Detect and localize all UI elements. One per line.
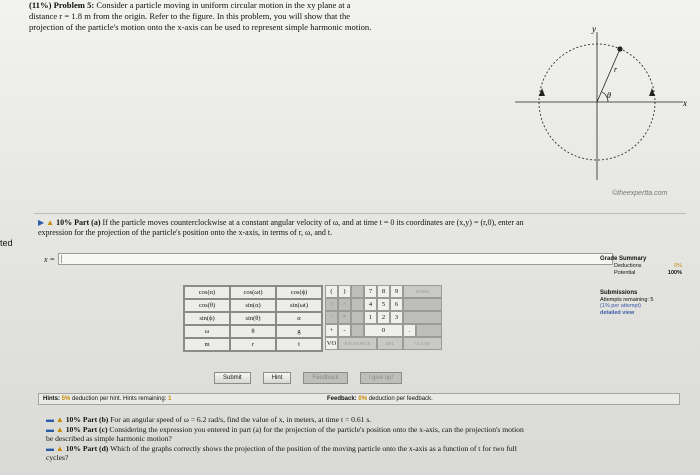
- feedback-info: [327, 394, 433, 405]
- problem-text-line1: Consider a particle moving in uniform circular motion in the xy plane at a: [96, 0, 351, 10]
- key-plus[interactable]: +: [325, 324, 338, 337]
- feedback-text: deduction per feedback.: [368, 396, 433, 402]
- key-9[interactable]: 9: [390, 285, 403, 298]
- per-attempt: (1% per attempt): [600, 303, 641, 309]
- key-blank: [351, 285, 364, 298]
- feedback-pct: 0%: [358, 396, 368, 402]
- hints-remaining: 1: [168, 396, 172, 402]
- feedback-button[interactable]: Feedback: [303, 372, 347, 384]
- part-d-text-line2: cycles?: [46, 453, 69, 463]
- deductions-value: 0%: [674, 263, 682, 269]
- action-buttons: [214, 372, 402, 384]
- number-keys: [325, 285, 442, 352]
- part-a-panel: [34, 213, 686, 475]
- grade-summary-title: Grade Summary: [600, 256, 647, 262]
- part-b-text: For an angular speed of ω = 6.2 rad/s, find the value of x, in meters, at time t = 0.61 s.: [110, 415, 372, 424]
- key-blank: [351, 311, 364, 324]
- problem-statement: [29, 0, 499, 33]
- deductions-label: Deductions: [614, 263, 642, 269]
- hints-info: [43, 394, 171, 405]
- key-home[interactable]: HOME: [403, 285, 442, 298]
- particle-dot: [617, 46, 622, 51]
- other-parts-list: [46, 415, 680, 463]
- hints-feedback-bar: [38, 393, 680, 405]
- key-power[interactable]: ^: [325, 298, 338, 311]
- key-sin-theta[interactable]: sin(θ): [230, 312, 276, 325]
- flag-icon: ▬: [46, 443, 54, 453]
- key-open-paren[interactable]: (: [325, 285, 338, 298]
- key-cos-phi[interactable]: cos(ϕ): [276, 286, 322, 299]
- key-dot[interactable]: .: [403, 324, 416, 337]
- problem-text-line2: distance r = 1.8 m from the origin. Refer to the figure. In this problem, you will show that the: [29, 11, 351, 21]
- feedback-label: Feedback:: [327, 396, 357, 402]
- key-4[interactable]: 4: [364, 298, 377, 311]
- potential-label: Potential: [614, 270, 636, 276]
- answer-input[interactable]: |: [58, 253, 613, 265]
- direction-arrow-icon: [539, 88, 545, 96]
- key-sin-phi[interactable]: sin(ϕ): [184, 312, 230, 325]
- y-label: y: [592, 24, 596, 34]
- hints-text: deduction per hint. Hints remaining:: [72, 396, 167, 402]
- key-r[interactable]: r: [230, 338, 276, 351]
- key-divide[interactable]: /: [325, 311, 338, 324]
- warning-icon: ▲: [55, 415, 64, 424]
- grade-summary: [600, 256, 682, 277]
- flag-icon: ▬: [46, 424, 54, 434]
- function-keys: [183, 285, 323, 352]
- part-a-question: [38, 218, 678, 238]
- warning-icon: ▲: [55, 424, 64, 434]
- key-alpha[interactable]: α: [276, 312, 322, 325]
- key-blank: [351, 298, 364, 311]
- symbol-keypad: [183, 285, 442, 352]
- warning-icon: ▲: [55, 443, 64, 453]
- key-2[interactable]: 2: [377, 311, 390, 324]
- r-label: r: [614, 65, 618, 74]
- part-c-title: 10% Part (c): [65, 424, 108, 434]
- submissions-title: Submissions: [600, 290, 638, 296]
- part-a-text-line1: If the particle moves counterclockwise at a constant angular velocity of ω, and at time t = 0 its coordinates are (x,y) = (r,0), enter an: [102, 218, 524, 227]
- key-1[interactable]: 1: [364, 311, 377, 324]
- key-power-alt[interactable]: ^: [338, 298, 351, 311]
- part-a-text-line2: expression for the projection of the particle's position onto the x-axis, in terms of r, ω, and t.: [38, 228, 333, 237]
- key-3[interactable]: 3: [390, 311, 403, 324]
- key-8[interactable]: 8: [377, 285, 390, 298]
- key-0[interactable]: 0: [364, 324, 403, 337]
- part-d-item[interactable]: [46, 444, 680, 454]
- answer-row: [44, 252, 613, 266]
- key-5[interactable]: 5: [377, 298, 390, 311]
- part-d-text-line1: Which of the graphs correctly shows the projection of the position of the moving particle onto the x-axis as a function of t for two full: [110, 443, 517, 453]
- figure-credit: ©theexpertta.com: [612, 190, 668, 197]
- potential-row: [600, 270, 682, 277]
- left-cut-text: ted: [0, 238, 13, 248]
- deductions-row: [600, 263, 682, 270]
- hint-button[interactable]: Hint: [263, 372, 292, 384]
- key-close-paren[interactable]: ): [338, 285, 351, 298]
- attempts-remaining: Attempts remaining: 5: [600, 296, 654, 303]
- key-7[interactable]: 7: [364, 285, 377, 298]
- key-clear[interactable]: CLEAR: [403, 337, 442, 350]
- part-a-title: 10% Part (a): [56, 218, 101, 227]
- key-del[interactable]: DEL: [377, 337, 403, 350]
- key-sin-alpha[interactable]: sin(α): [230, 299, 276, 312]
- problem-header: (11%) Problem 5:: [29, 0, 95, 10]
- key-multiply[interactable]: *: [338, 311, 351, 324]
- key-omega[interactable]: ω: [184, 325, 230, 338]
- part-b-title: 10% Part (b): [65, 415, 109, 424]
- key-backspace[interactable]: BACKSPACE: [338, 337, 377, 350]
- key-cos-alpha[interactable]: cos(α): [184, 286, 230, 299]
- part-c-text-line1: Considering the expression you entered in part (a) for the projection of the particle's position onto the x-axis, can the projection's motion: [109, 424, 524, 434]
- key-6[interactable]: 6: [390, 298, 403, 311]
- key-t[interactable]: t: [276, 338, 322, 351]
- answer-label: x =: [44, 254, 55, 264]
- key-theta[interactable]: θ: [230, 325, 276, 338]
- key-blank: [403, 311, 442, 324]
- circular-motion-figure: [515, 22, 695, 182]
- x-label: x: [683, 98, 687, 108]
- part-b-item[interactable]: [46, 415, 680, 425]
- key-blank: [416, 324, 442, 337]
- hints-label: Hints:: [43, 396, 60, 402]
- key-blank: [403, 298, 442, 311]
- part-c-text-line2: be described as simple harmonic motion?: [46, 434, 172, 444]
- warning-icon: ▲: [46, 218, 55, 227]
- key-blank: [351, 324, 364, 337]
- part-d-title: 10% Part (d): [65, 443, 109, 453]
- flag-icon[interactable]: ▶: [38, 218, 45, 227]
- part-c-item[interactable]: [46, 425, 680, 435]
- potential-value: 100%: [667, 270, 682, 276]
- key-cos-omega-t[interactable]: cos(ωt): [230, 286, 276, 299]
- key-g[interactable]: g: [276, 325, 322, 338]
- key-cos-theta[interactable]: cos(θ): [184, 299, 230, 312]
- hints-pct: 5%: [61, 396, 71, 402]
- problem-text-line3: projection of the particle's motion onto the x-axis can be used to represent simple harmonic motion.: [29, 22, 372, 32]
- give-up-button[interactable]: I give up!: [360, 372, 402, 384]
- submit-button[interactable]: Submit: [214, 372, 251, 384]
- key-sin-omega-t[interactable]: sin(ωt): [276, 299, 322, 312]
- key-minus[interactable]: -: [338, 324, 351, 337]
- flag-icon: ▬: [46, 415, 54, 424]
- detailed-view-link[interactable]: detailed view: [600, 309, 635, 316]
- key-vo[interactable]: VO: [325, 337, 338, 350]
- key-m[interactable]: m: [184, 338, 230, 351]
- theta-label: θ: [607, 91, 611, 100]
- submissions-panel: [600, 290, 682, 316]
